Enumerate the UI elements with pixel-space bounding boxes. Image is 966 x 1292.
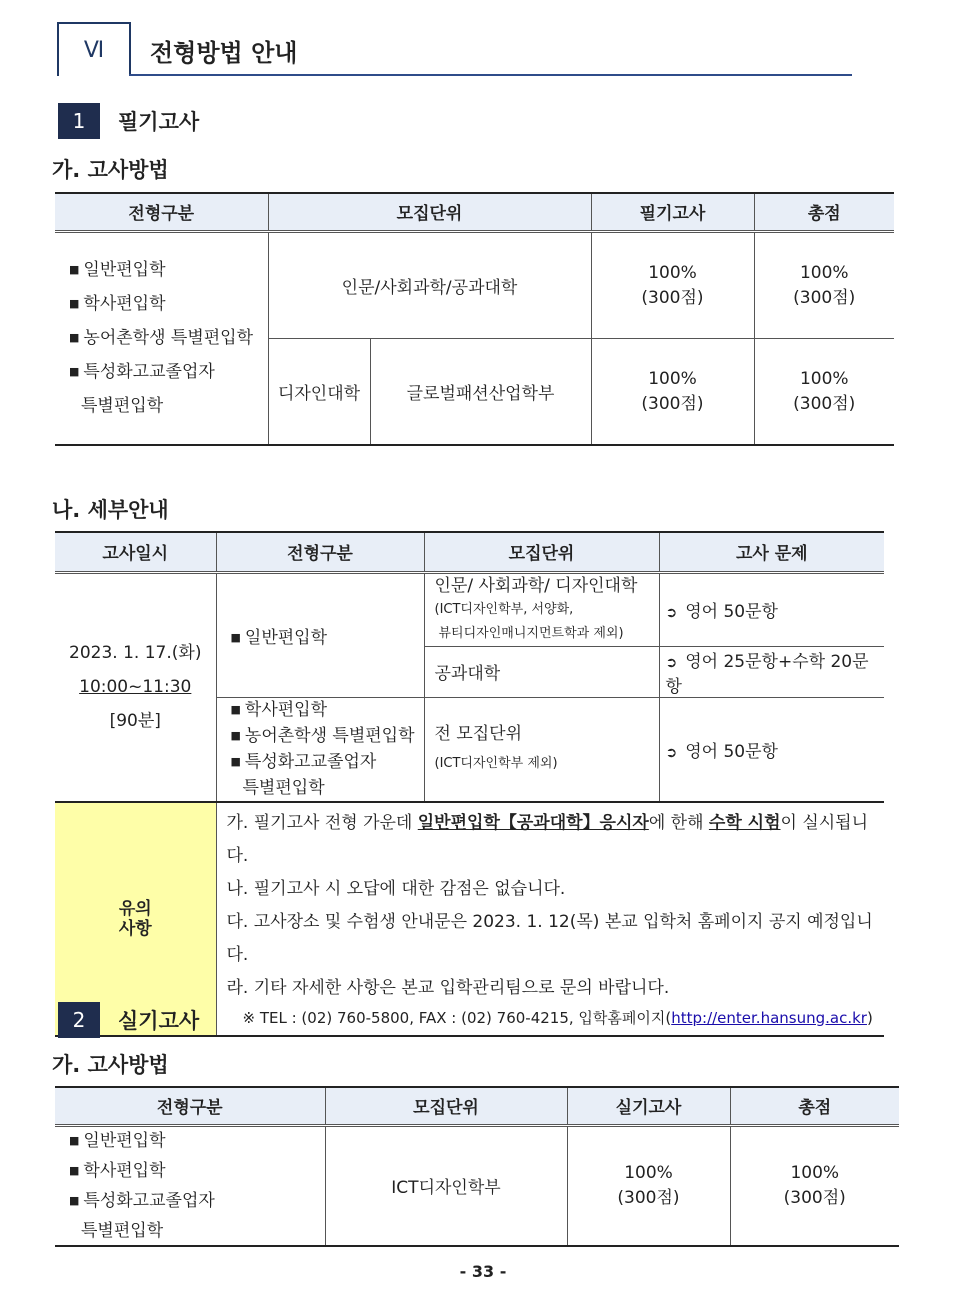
notes-body: [216, 802, 884, 1036]
unit-c: 전 모집단위 (ICT디자인학부 제외): [424, 697, 659, 802]
exam-duration: [90분]: [109, 711, 161, 731]
types-other: ■ 학사편입학 ■ 농어촌학생 특별편입학 ■ 특성화고교졸업자 특별편입학: [216, 697, 424, 802]
type-item: ■ 일반편입학: [69, 254, 268, 288]
chapter-header: [57, 22, 852, 76]
written-exam-detail-table: [55, 531, 884, 1037]
header-exam: 실기고사: [567, 1087, 730, 1125]
header-questions: 고사 문제: [659, 532, 884, 572]
type-item: ■ 농어촌학생 특별편입학: [69, 322, 268, 356]
header-type: 전형구분: [216, 532, 424, 572]
exam-b: ➲ 영어 25문항+수학 20문항: [659, 646, 884, 697]
header-unit: 모집단위: [424, 532, 659, 572]
exam-time: 10:00~11:30: [79, 677, 192, 697]
chapter-rule: [129, 74, 852, 76]
notes-heading: 유의 사항: [55, 802, 216, 1036]
note-4: 라. 기타 자세한 사항은 본교 입학관리팀으로 문의 바랍니다.: [226, 977, 670, 998]
total-cell: 100% (300점): [754, 231, 894, 338]
page-number: - 33 -: [459, 1262, 507, 1281]
written-exam-method-table: [55, 192, 894, 446]
exam-a: ➲ 영어 50문항: [659, 572, 884, 646]
section-2-sub-a: 가. 고사방법: [52, 1053, 169, 1077]
exam-cell: 100% (300점): [567, 1125, 730, 1246]
type-list: [55, 231, 268, 445]
header-total: 총점: [730, 1087, 899, 1125]
header-date: 고사일시: [55, 532, 216, 572]
note-2: 나. 필기고사 시 오답에 대한 감점은 없습니다.: [226, 878, 566, 899]
header-unit: 모집단위: [268, 193, 591, 231]
type-item: ■ 특성화고교졸업자: [69, 356, 268, 390]
unit-cell: ICT디자인학부: [325, 1125, 567, 1246]
header-exam: 필기고사: [591, 193, 754, 231]
unit-cell: 글로벌패션산업학부: [370, 338, 591, 445]
exam-c: ➲ 영어 50문항: [659, 697, 884, 802]
header-unit: 모집단위: [325, 1087, 567, 1125]
header-type: 전형구분: [55, 193, 268, 231]
type-list: ■ 일반편입학 ■ 학사편입학 ■ 특성화고교졸업자 특별편입학: [55, 1125, 325, 1246]
homepage-link[interactable]: http://enter.hansung.ac.kr: [671, 1008, 867, 1027]
exam-datetime: [55, 572, 216, 802]
section-2-number: 2: [58, 1002, 100, 1038]
type-item: 특별편입학: [81, 396, 164, 417]
section-1-title: 필기고사: [118, 110, 200, 134]
section-1-sub-a: 가. 고사방법: [52, 158, 169, 182]
contact-line: ※ TEL : (02) 760-5800, FAX : (02) 760-4215, 입학홈페이지(http://enter.hansung.ac.kr): [242, 1008, 873, 1027]
practical-exam-method-table: [55, 1086, 899, 1247]
unit-b: 공과대학: [424, 646, 659, 697]
type-general: ■ 일반편입학: [216, 572, 424, 697]
exam-cell: 100% (300점): [591, 231, 754, 338]
section-1-heading: [58, 103, 199, 139]
unit-a: 인문/ 사회과학/ 디자인대학 (ICT디자인학부, 서양화, 뷰티디자인매니지먼트학과 제외): [424, 572, 659, 646]
header-type: 전형구분: [55, 1087, 325, 1125]
chapter-number: Ⅵ: [57, 22, 131, 76]
type-item: ■ 학사편입학: [69, 288, 268, 322]
exam-cell: 100% (300점): [591, 338, 754, 445]
total-cell: 100% (300점): [754, 338, 894, 445]
section-1-number: 1: [58, 103, 100, 139]
chapter-title: 전형방법 안내: [150, 39, 298, 67]
note-3: 다. 고사장소 및 수험생 안내문은 2023. 1. 12(목) 본교 입학처 홈페이지 공지 예정입니다.: [226, 911, 873, 965]
unit-cell: 인문/사회과학/공과대학: [268, 231, 591, 338]
section-2-title: 실기고사: [118, 1009, 200, 1033]
total-cell: 100% (300점): [730, 1125, 899, 1246]
section-2-heading: [58, 1002, 199, 1038]
college-cell: 디자인대학: [268, 338, 370, 445]
note-1: 가. 필기고사 전형 가운데 일반편입학【공과대학】응시자에 한해 수학 시험이 실시됩니다.: [226, 812, 869, 866]
header-total: 총점: [754, 193, 894, 231]
exam-date: 2023. 1. 17.(화): [69, 643, 202, 663]
section-1-sub-b: 나. 세부안내: [52, 498, 169, 522]
